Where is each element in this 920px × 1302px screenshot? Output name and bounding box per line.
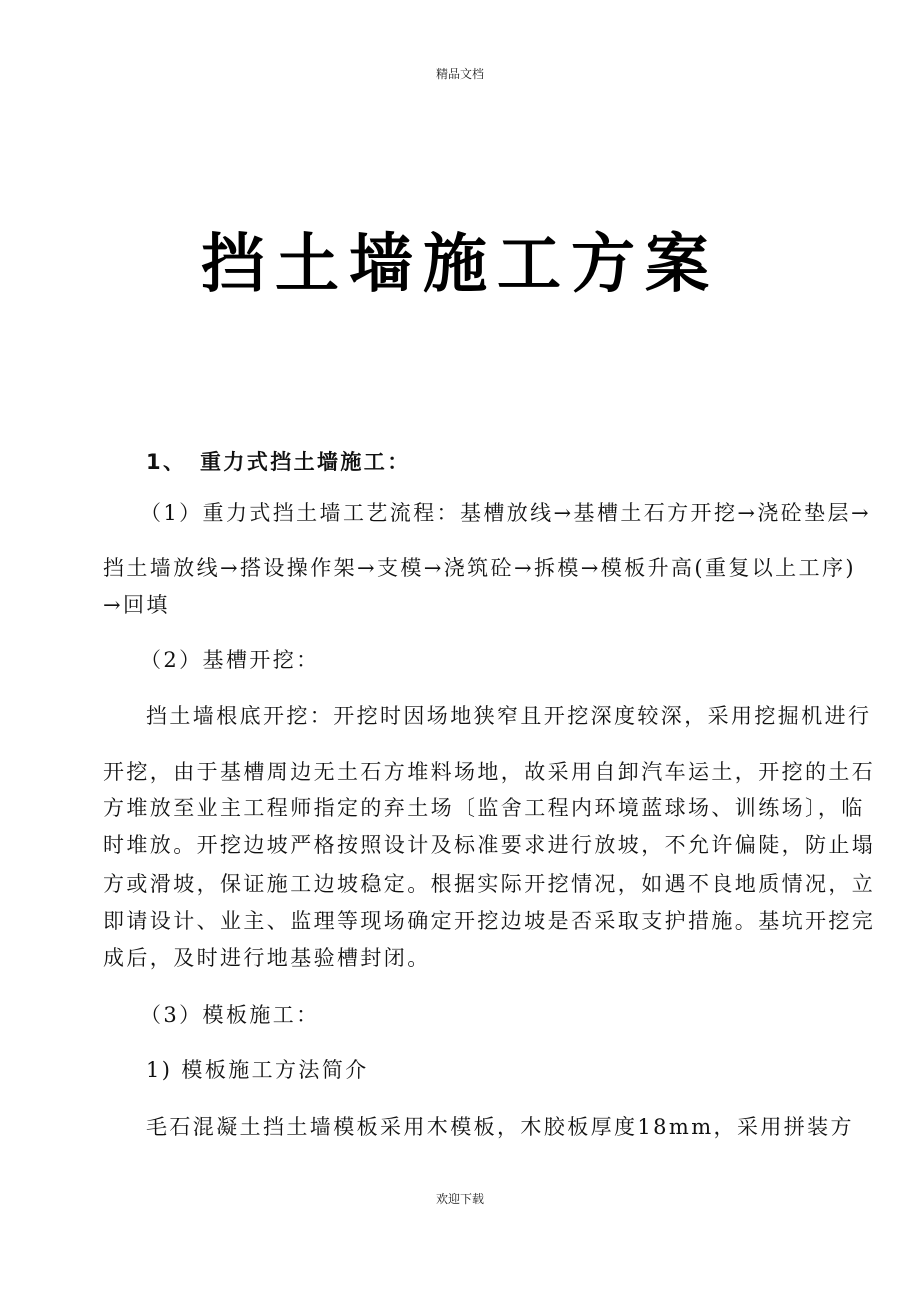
section-heading: 重力式挡土墙施工： [200,450,411,474]
paragraph-line: 成后，及时进行地基验槽封闭。 [103,946,431,970]
paragraph-line: 方堆放至业主工程师指定的弃土场〔监舍工程内环境蓝球场、训练场〕，临 [103,796,865,820]
paragraph-line: 开挖，由于基槽周边无土石方堆料场地，故采用自卸汽车运土，开挖的土石 [103,760,876,784]
paragraph-line: →回填 [103,593,170,617]
subsection-heading: （2）基槽开挖： [140,648,320,672]
paragraph-line: 时堆放。开挖边坡严格按照设计及标准要求进行放坡，不允许偏陡，防止塌 [103,833,876,857]
section-number: 1、 [146,450,187,474]
paragraph-line: 即请设计、业主、监理等现场确定开挖边坡是否采取支护措施。基坑开挖完 [103,909,876,933]
page-footer: 欢迎下载 [435,1192,484,1206]
paragraph-line: 方或滑坡，保证施工边坡稳定。根据实际开挖情况，如遇不良地质情况，立 [103,872,876,896]
document-title: 挡土墙施工方案 [201,228,719,302]
paragraph-line: 毛石混凝土挡土墙模板采用木模板，木胶板厚度18mm，采用拼装方 [146,1115,854,1139]
subsection-heading: （3）模板施工： [140,1003,320,1027]
paragraph-line: 挡土墙放线→搭设操作架→支模→浇筑砼→拆模→模板升高(重复以上工序) [103,556,856,580]
page-header: 精品文档 [435,67,484,81]
paragraph-line: 挡土墙根底开挖：开挖时因场地狭窄且开挖深度较深，采用挖掘机进行 [146,704,872,728]
paragraph-line: （1）重力式挡土墙工艺流程：基槽放线→基槽土石方开挖→浇砼垫层→ [140,501,871,525]
subsection-heading: 1) 模板施工方法简介 [146,1058,369,1082]
